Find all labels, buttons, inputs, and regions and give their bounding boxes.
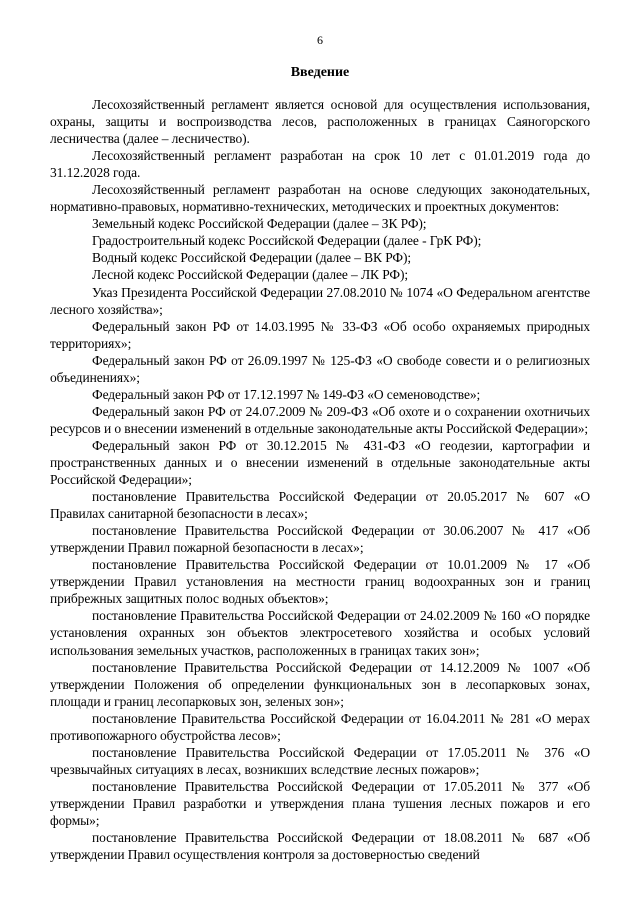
list-item-resolution-281: постановление Правительства Российской Федерации от 16.04.2011 № 281 «О мерах противопожарного обустройства лесов»; <box>50 710 590 743</box>
list-item-resolution-607: постановление Правительства Российской Федерации от 20.05.2017 № 607 «О Правилах санитарной безопасности в лесах»; <box>50 489 590 522</box>
list-item-resolution-417: постановление Правительства Российской Федерации от 30.06.2007 № 417 «Об утверждении Правил пожарной безопасности в лесах»; <box>50 523 590 556</box>
list-item-resolution-1007: постановление Правительства Российской Федерации от 14.12.2009 № 1007 «Об утверждении Положения об определении функциональных зон в лесопарковых зонах, площади и границ лесопарковых зон, зеленых зон»; <box>50 659 590 709</box>
list-item-resolution-687: постановление Правительства Российской Федерации от 18.08.2011 № 687 «Об утверждении Правил осуществления контроля за достоверностью сведений <box>50 830 590 863</box>
list-item-decree: Указ Президента Российской Федерации 27.08.2010 № 1074 «О Федеральном агентстве лесного хозяйства»; <box>50 284 590 317</box>
list-item-law-209: Федеральный закон РФ от 24.07.2009 № 209-ФЗ «Об охоте и о сохранении охотничьих ресурсов и о внесении изменений в отдельные законодательные акты Российской Федерации»; <box>50 403 590 436</box>
list-item-resolution-377: постановление Правительства Российской Федерации от 17.05.2011 № 377 «Об утверждении Правил разработки и утверждения плана тушения лесных пожаров и его формы»; <box>50 778 590 828</box>
section-heading: Введение <box>290 65 350 80</box>
list-item-law-431: Федеральный закон РФ от 30.12.2015 № 431-ФЗ «О геодезии, картографии и пространственных данных и о внесении изменений в отдельные законодательные акты Российской Федерации»; <box>50 437 590 488</box>
paragraph-intro: Лесохозяйственный регламент является основой для осуществления использования, охраны, защиты и воспроизводства лесов, расположенных в границах Саяногорского лесничества (далее – лесничество). <box>50 97 590 147</box>
list-item-lk: Лесной кодекс Российской Федерации (далее – ЛК РФ); <box>92 267 409 283</box>
list-item-law-125: Федеральный закон РФ от 26.09.1997 № 125-ФЗ «О свободе совести и о религиозных объединениях»; <box>50 352 590 385</box>
paragraph-basis: Лесохозяйственный регламент разработан на основе следующих законодательных, нормативно-правовых, нормативно-технических, методических и проектных документов: <box>50 182 590 215</box>
list-item-law-33: Федеральный закон РФ от 14.03.1995 № 33-ФЗ «Об особо охраняемых природных территориях»; <box>50 318 590 351</box>
list-item-zk: Земельный кодекс Российской Федерации (далее – ЗК РФ); <box>92 216 427 232</box>
list-item-resolution-376: постановление Правительства Российской Федерации от 17.05.2011 № 376 «О чрезвычайных ситуациях в лесах, возникших вследствие лесных пожаров»; <box>50 744 590 777</box>
list-item-grk: Градостроительный кодекс Российской Федерации (далее - ГрК РФ); <box>92 233 482 249</box>
list-item-law-149: Федеральный закон РФ от 17.12.1997 № 149-ФЗ «О семеноводстве»; <box>92 386 481 402</box>
document-body <box>50 96 590 863</box>
list-item-vk: Водный кодекс Российской Федерации (далее – ВК РФ); <box>92 250 412 266</box>
paragraph-term: Лесохозяйственный регламент разработан на срок 10 лет с 01.01.2019 года до 31.12.2028 года. <box>50 148 590 181</box>
list-item-resolution-160: постановление Правительства Российской Федерации от 24.02.2009 № 160 «О порядке установления охранных зон объектов электросетевого хозяйства и особых условий использования земельных участков, расположенных в границах таких зон»; <box>50 608 590 658</box>
list-item-resolution-17: постановление Правительства Российской Федерации от 10.01.2009 № 17 «Об утверждении Правил установления на местности границ водоохранных зон и границ прибрежных защитных полос водных объектов»; <box>50 557 590 607</box>
page-number: 6 <box>317 33 323 47</box>
